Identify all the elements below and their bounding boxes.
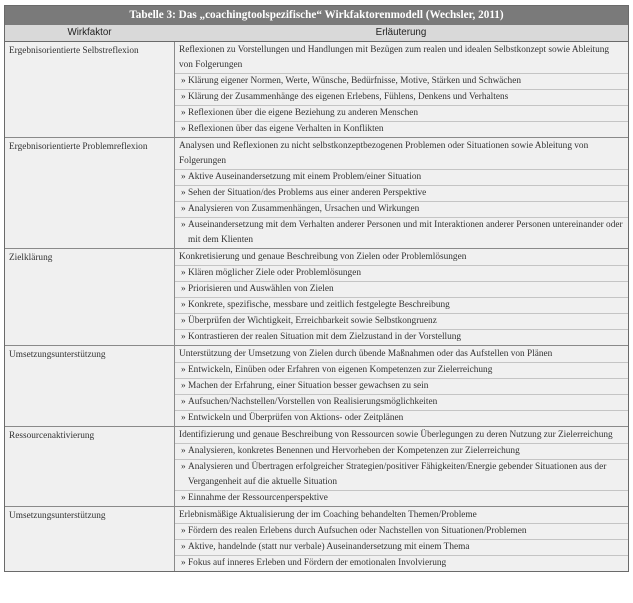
bullet-item: » Analysieren, konkretes Benennen und Hervorheben der Kompetenzen zur Zielerreichung: [175, 444, 628, 460]
factor-cell: Ergebnisorientierte Selbstreflexion: [5, 42, 175, 137]
bullet-item: » Überprüfen der Wichtigkeit, Erreichbarkeit sowie Selbstkongruenz: [175, 314, 628, 330]
bullet-item: » Kontrastieren der realen Situation mit dem Zielzustand in der Vorstellung: [175, 330, 628, 345]
description-text: Analysen und Reflexionen zu nicht selbstkonzeptbezogenen Problemen oder Situationen sowie Ableitung von Folgerungen: [175, 138, 628, 170]
bullet-item: » Reflexionen über das eigene Verhalten in Konflikten: [175, 122, 628, 137]
factor-cell: Umsetzungsunterstützung: [5, 507, 175, 571]
bullet-item: » Klärung der Zusammenhänge des eigenen Erlebens, Fühlens, Denkens und Verhaltens: [175, 90, 628, 106]
bullet-item: » Klären möglicher Ziele oder Problemlösungen: [175, 266, 628, 282]
explanation-cell: [175, 427, 628, 506]
bullet-item: » Fokus auf inneres Erleben und Fördern der emotionalen Involvierung: [175, 556, 628, 571]
bullet-item: » Analysieren und Übertragen erfolgreicher Strategien/positiver Fähigkeiten/Energie gebender Situationen aus der Vergangenheit auf die aktuelle Situation: [175, 460, 628, 491]
bullet-item: » Aufsuchen/Nachstellen/Vorstellen von Realisierungsmöglichkeiten: [175, 395, 628, 411]
bullet-item: » Priorisieren und Auswählen von Zielen: [175, 282, 628, 298]
bullet-item: » Aktive Auseinandersetzung mit einem Problem/einer Situation: [175, 170, 628, 186]
bullet-item: » Machen der Erfahrung, einer Situation besser gewachsen zu sein: [175, 379, 628, 395]
factor-cell: Umsetzungsunterstützung: [5, 346, 175, 426]
table-title: Tabelle 3: Das „coachingtoolspezifische“ Wirkfaktorenmodell (Wechsler, 2011): [4, 5, 629, 25]
bullet-item: » Entwickeln und Überprüfen von Aktions- oder Zeitplänen: [175, 411, 628, 426]
bullet-item: » Auseinandersetzung mit dem Verhalten anderer Personen und mit Interaktionen anderer Personen untereinander oder mit dem Klienten: [175, 218, 628, 248]
table-container: [4, 5, 629, 572]
factor-cell: Ressourcenaktivierung: [5, 427, 175, 506]
explanation-cell: [175, 42, 628, 137]
bullet-item: » Fördern des realen Erlebens durch Aufsuchen oder Nachstellen von Situationen/Problemen: [175, 524, 628, 540]
bullet-item: » Reflexionen über die eigene Beziehung zu anderen Menschen: [175, 106, 628, 122]
table-row: [5, 506, 628, 571]
bullet-item: » Aktive, handelnde (statt nur verbale) Auseinandersetzung mit einem Thema: [175, 540, 628, 556]
description-text: Erlebnismäßige Aktualisierung der im Coaching behandelten Themen/Probleme: [175, 507, 628, 524]
table-row: [5, 426, 628, 506]
bullet-item: » Konkrete, spezifische, messbare und zeitlich festgelegte Beschreibung: [175, 298, 628, 314]
bullet-item: » Entwickeln, Einüben oder Erfahren von eigenen Kompetenzen zur Zielerreichung: [175, 363, 628, 379]
explanation-cell: [175, 138, 628, 248]
bullet-item: » Analysieren von Zusammenhängen, Ursachen und Wirkungen: [175, 202, 628, 218]
table-row: [5, 248, 628, 345]
bullet-item: » Sehen der Situation/des Problems aus einer anderen Perspektive: [175, 186, 628, 202]
description-text: Identifizierung und genaue Beschreibung von Ressourcen sowie Überlegungen zu deren Nutzung zur Zielerreichung: [175, 427, 628, 444]
table-row: [5, 345, 628, 426]
description-text: Reflexionen zu Vorstellungen und Handlungen mit Bezügen zum realen und idealen Selbstkonzept sowie Ableitung von Folgerungen: [175, 42, 628, 74]
description-text: Konkretisierung und genaue Beschreibung von Zielen oder Problemlösungen: [175, 249, 628, 266]
bullet-item: » Klärung eigener Normen, Werte, Wünsche, Bedürfnisse, Motive, Stärken und Schwächen: [175, 74, 628, 90]
explanation-cell: [175, 507, 628, 571]
explanation-cell: [175, 249, 628, 345]
header-wirkfaktor: Wirkfaktor: [67, 27, 112, 38]
table-row: [5, 41, 628, 137]
table-body: [4, 41, 629, 572]
table-row: [5, 137, 628, 248]
factor-cell: Zielklärung: [5, 249, 175, 345]
bullet-item: » Einnahme der Ressourcenperspektive: [175, 491, 628, 506]
description-text: Unterstützung der Umsetzung von Zielen durch übende Maßnahmen oder das Aufstellen von Plänen: [175, 346, 628, 363]
table-header: [4, 25, 629, 41]
explanation-cell: [175, 346, 628, 426]
header-erlaeuterung: Erläuterung: [375, 27, 427, 38]
factor-cell: Ergebnisorientierte Problemreflexion: [5, 138, 175, 248]
